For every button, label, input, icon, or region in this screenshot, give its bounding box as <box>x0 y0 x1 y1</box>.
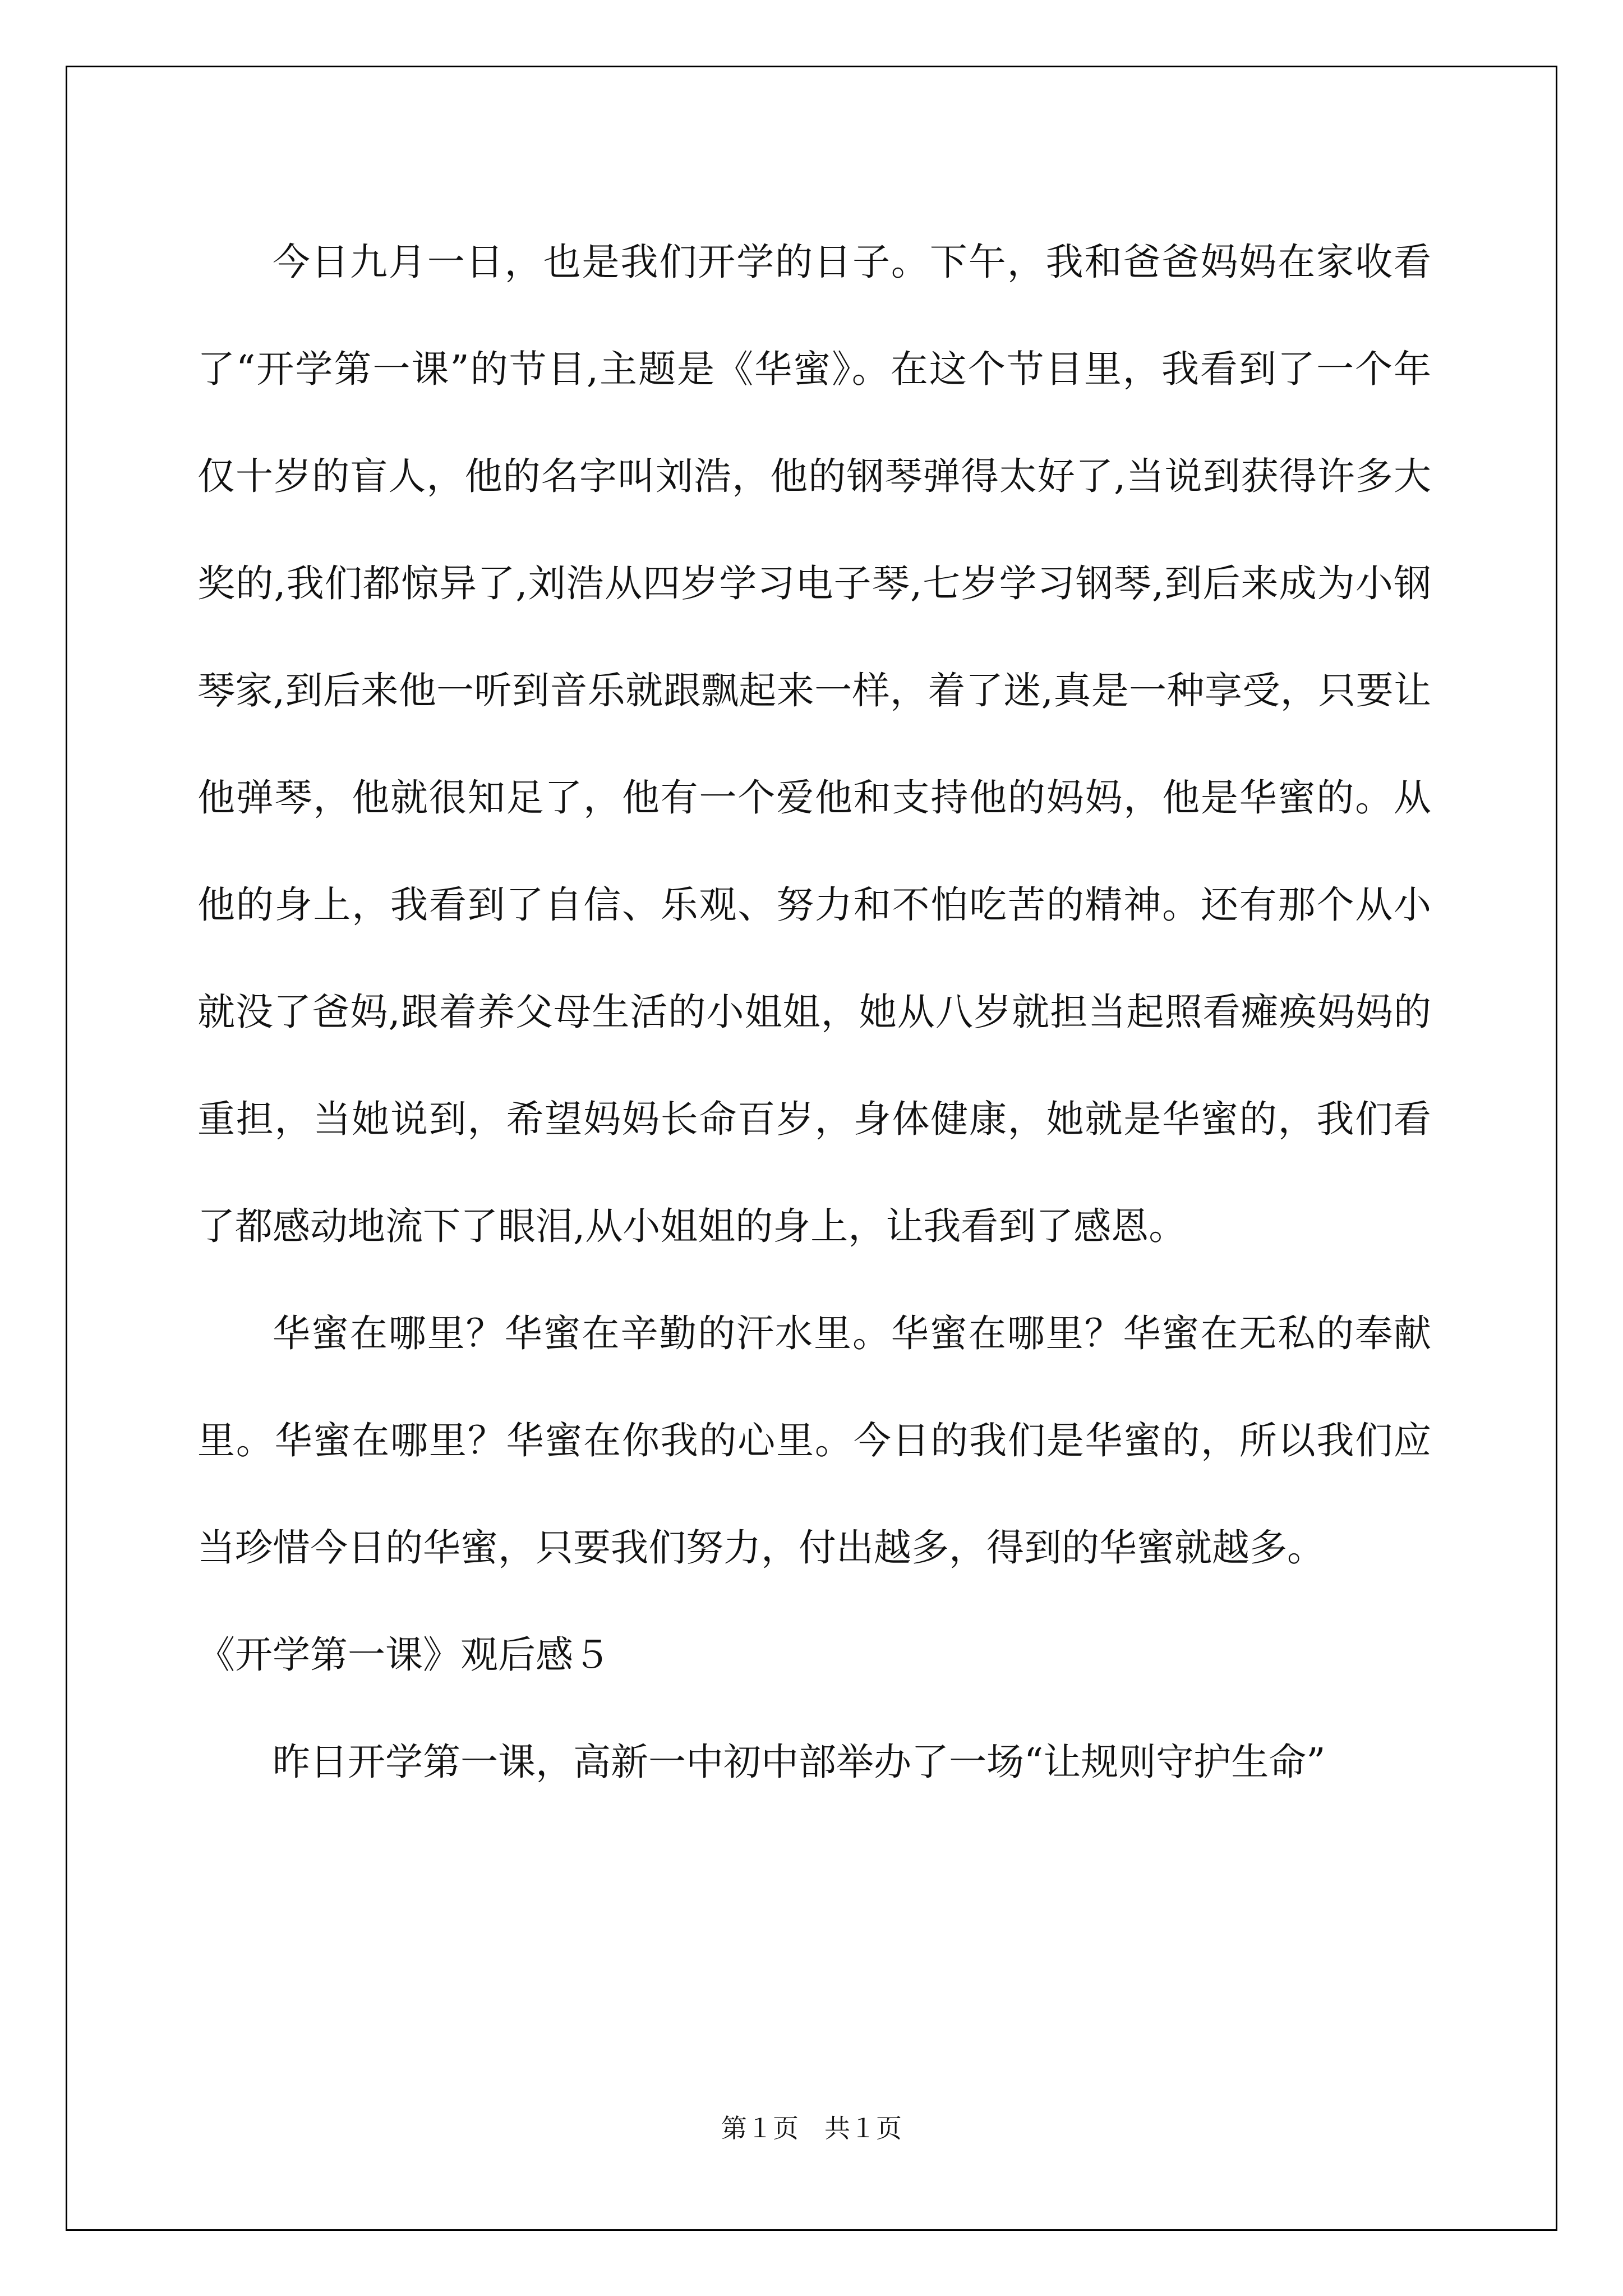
section-heading: 《开学第一课》观后感５ <box>197 1633 611 1677</box>
paragraph-1: 今日九月一日，也是我们开学的日子。下午，我和爸爸妈妈在家收看了“开学第一课”的节目,主题是《华蜜》。在这个节目里，我看到了一个年仅十岁的盲人，他的名字叫刘浩，他的钢琴弹得太好了,当说到获得许多大奖的,我们都惊异了,刘浩从四岁学习电子琴,七岁学习钢琴,到后来成为小钢琴家,到后来他一听到音乐就跟飘起来一样，着了迷,真是一种享受，只要让他弹琴，他就很知足了，他有一个爱他和支持他的妈妈，他是华蜜的。从他的身上，我看到了自信、乐观、努力和不怕吃苦的精神。还有那个从小就没了爸妈,跟着养父母生活的小姐姐，她从八岁就担当起照看瘫痪妈妈的重担，当她说到，希望妈妈长命百岁，身体健康，她就是华蜜的，我们看了都感动地流下了眼泪,从小姐姐的身上，让我看到了感恩。 <box>197 240 1431 1248</box>
paragraph-2: 华蜜在哪里？华蜜在辛勤的汗水里。华蜜在哪里？华蜜在无私的奉献里。华蜜在哪里？华蜜在你我的心里。今日的我们是华蜜的，所以我们应当珍惜今日的华蜜，只要我们努力，付出越多，得到的华蜜就越多。 <box>197 1312 1431 1570</box>
page-footer: 第１页 共１页 <box>721 2113 902 2143</box>
document-body <box>197 209 1431 1816</box>
paragraph-3: 昨日开学第一课，高新一中初中部举办了一场“让规则守护生命” <box>273 1740 1326 1784</box>
